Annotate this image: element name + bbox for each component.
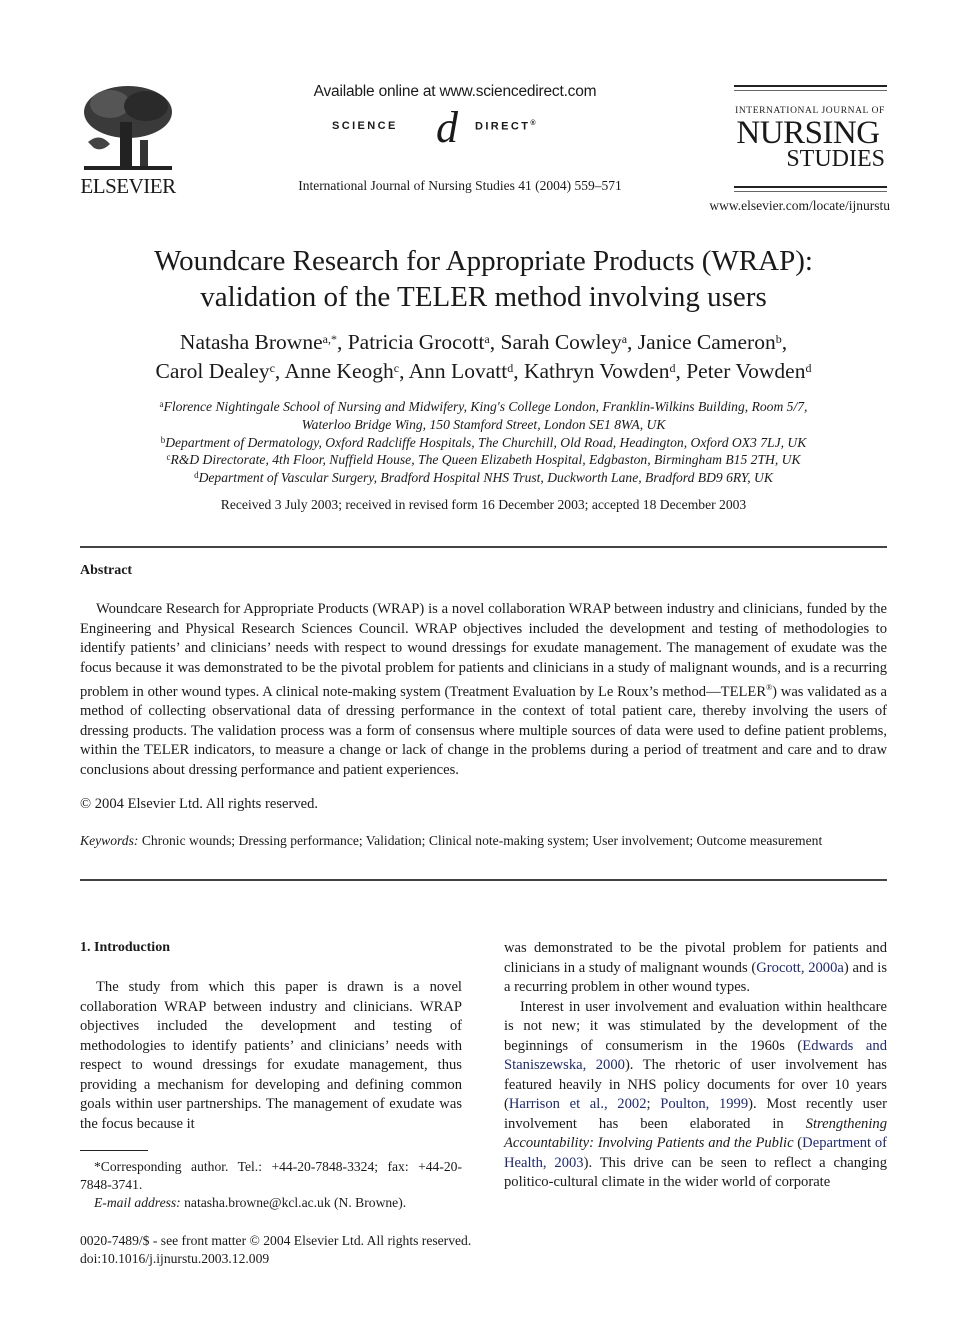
author-affiliation-mark: c <box>393 361 400 375</box>
author-affiliation-mark: c <box>269 361 275 375</box>
elsevier-wordmark: ELSEVIER <box>80 174 176 198</box>
corresponding-author-note: *Corresponding author. Tel.: +44-20-7848-3324; fax: +44-20-7848-3741. <box>80 1159 462 1192</box>
author <box>348 330 490 354</box>
cited-title: Strengthening Accountability: Involving Patients and the Public <box>504 1115 887 1151</box>
abstract-bottom-rule <box>80 879 887 881</box>
paragraph-text: ) and is a recurring problem in other wound types. <box>504 959 887 995</box>
author-name: Kathryn Vowden <box>523 359 670 383</box>
keywords <box>80 832 887 850</box>
footnote <box>80 1158 462 1211</box>
author-line-2: Carol Dealey$^c$, Anne Keogh$^c$, Ann Lovatt$^d$, Kathryn Vowden$^d$, Peter Vowden$^d$ <box>155 359 812 383</box>
author <box>501 330 628 354</box>
author <box>156 359 275 383</box>
author-name: Sarah Cowley <box>500 330 622 354</box>
journal-logo-line2: NURSING <box>736 115 880 151</box>
author-affiliation-mark: b <box>775 332 782 346</box>
paragraph-text: ( <box>793 1135 803 1151</box>
abstract-top-rule <box>80 546 887 548</box>
author <box>524 359 676 383</box>
front-matter <box>80 1232 580 1268</box>
author <box>284 359 399 383</box>
paragraph <box>504 998 887 1193</box>
journal-logo-line1: INTERNATIONAL JOURNAL OF <box>735 106 885 116</box>
paragraph-text: ; <box>646 1096 661 1112</box>
registered-mark: ® <box>766 683 773 692</box>
paragraph-text: ). Most recently user involvement has been elaborated in <box>504 1096 887 1132</box>
paragraph-text: was demonstrated to be the pivotal problem for patients and clinicians in a study of malignant wounds ( <box>504 940 887 976</box>
elsevier-logo <box>80 82 176 197</box>
title-line-2: validation of the TELER method involving users <box>200 281 767 313</box>
title-line-1: Woundcare Research for Appropriate Products (WRAP): <box>154 245 813 277</box>
author-affiliation-mark: a <box>621 332 628 346</box>
affiliation-mark: b <box>160 434 166 445</box>
journal-url[interactable]: www.elsevier.com/locate/ijnurstu <box>709 198 890 213</box>
paragraph: The study from which this paper is drawn is a novel collaboration WRAP between industry and clinicians. WRAP objectives included the development and testing of methodologies to identify patients’ and clinicians’ needs with respect to wound dressings for exudate management, thus providing a mechanism for developing and defining common goals within user partnerships. The management of exudate was the focus because it <box>80 979 462 1132</box>
author-affiliation-mark: a,* <box>322 332 337 346</box>
keywords-list: Chronic wounds; Dressing performance; Validation; Clinical note-making system; User involvement; Outcome measurement <box>141 833 823 848</box>
journal-logo-line3: STUDIES <box>786 146 885 172</box>
affiliations <box>60 398 907 487</box>
affiliation-text: Department of Dermatology, Oxford Radcliffe Hospitals, The Churchill, Old Road, Headington, Oxford OX3 7LJ, UK <box>165 434 807 450</box>
abstract-heading: Abstract <box>80 563 133 578</box>
article-title <box>60 243 907 315</box>
affiliation-mark: c <box>166 452 171 463</box>
affiliation-c <box>60 451 907 469</box>
section-heading-introduction: 1. Introduction <box>80 940 170 955</box>
sciencedirect-left-word: SCIENCE <box>332 120 398 132</box>
email-label: E-mail address: <box>94 1194 181 1210</box>
author <box>638 330 782 354</box>
journal-logo-rule-bottom <box>734 186 887 192</box>
available-online-text: Available online at www.sciencedirect.com <box>313 83 597 100</box>
author-list <box>60 328 907 386</box>
citation-link[interactable]: Grocott, 2000a <box>756 959 844 976</box>
author-name: Patricia Grocott <box>347 330 485 354</box>
affiliation-text: R&D Directorate, 4th Floor, Nuffield House, The Queen Elizabeth Hospital, Edgbaston, Birmingham B15 2TH, UK <box>170 452 801 468</box>
citation-link[interactable]: Department of Health, 2003 <box>504 1135 887 1171</box>
author-name: Ann Lovatt <box>408 359 508 383</box>
author <box>409 359 514 383</box>
citation-link[interactable]: Harrison et al., 2002 <box>508 1096 647 1112</box>
author-name: Natasha Browne <box>179 330 323 354</box>
affiliation-text: Department of Vascular Surgery, Bradford Hospital NHS Trust, Duckworth Lane, Bradford BD9 6RY, UK <box>198 470 773 486</box>
column-right <box>504 939 887 1193</box>
keywords-label: Keywords: <box>80 833 139 848</box>
author-name: Peter Vowden <box>686 359 806 383</box>
abstract-text-2: ) was validated as a method of collecting observational data of dressing performance in the context of total patient care, thereby involving the users of dressing products. The validation process was a form of consensus where multiple sources of data were used to define patient problems, within the TELER indicators, to measure a change or lack of change in the problems during a period of treatment and care and to draw conclusions about dressing performance and patient experiences. <box>80 683 887 778</box>
affiliation-mark: d <box>194 470 199 481</box>
journal-citation: International Journal of Nursing Studies 41 (2004) 559–571 <box>298 178 622 193</box>
column-left <box>80 978 462 1134</box>
affiliation-a-cont: Waterloo Bridge Wing, 150 Stamford Street, London SE1 8WA, UK <box>301 416 666 432</box>
author-name: Carol Dealey <box>155 359 270 383</box>
citation-link[interactable]: Edwards and Staniszewska, 2000 <box>504 1037 887 1073</box>
affiliation-mark: a <box>159 399 164 409</box>
author-affiliation-mark: d <box>805 361 812 375</box>
author <box>686 359 811 383</box>
journal-logo-rule-top <box>734 85 887 91</box>
citation-link[interactable]: Poulton, 1999 <box>660 1096 749 1112</box>
sciencedirect-right-word <box>475 120 538 133</box>
author-affiliation-mark: d <box>507 361 514 375</box>
author <box>180 330 337 354</box>
affiliation-text: Florence Nightingale School of Nursing and Midwifery, King's College London, Franklin-Wilkins Building, Room 5/7, <box>163 399 808 414</box>
author-affiliation-mark: d <box>669 361 676 375</box>
sciencedirect-mark-icon: d <box>436 103 458 152</box>
sciencedirect-right-text: DIRECT <box>475 120 531 133</box>
author-affiliation-mark: a <box>484 332 490 346</box>
author-name: Anne Keogh <box>284 359 394 383</box>
affiliation-d <box>60 469 907 487</box>
paragraph-text: ). This drive can be seen to reflect a changing politico-cultural climate in the wider world of corporate <box>504 1154 887 1190</box>
email-note <box>80 1194 462 1212</box>
footnote-rule <box>80 1150 148 1151</box>
author-name: Janice Cameron <box>637 330 776 354</box>
sciencedirect-logo <box>320 103 590 152</box>
abstract-text-1: Woundcare Research for Appropriate Products (WRAP) is a novel collaboration WRAP between industry and clinicians, funded by the Engineering and Physical Research Sciences Council. WRAP objectives included the development and testing of methodologies to identify patients’ and clinicians’ needs with respect to wound dressings for exudate management. The management of exudate was the focus because it was demonstrated to be the pivotal problem for patients and clinicians in a study of malignant wounds, and is a recurring problem in other wound types. A clinical note-making system (Treatment Evaluation by Le Roux’s method—TELER <box>80 601 887 700</box>
abstract-body <box>80 600 887 780</box>
paragraph <box>504 939 887 998</box>
author-line-1: Natasha Browne$^{a,*}$, Patricia Grocott$^a$, Sarah Cowley$^a$, Janice Cameron$^b$, <box>179 330 788 354</box>
received-dates: Received 3 July 2003; received in revised form 16 December 2003; accepted 18 December 2003 <box>220 497 747 512</box>
registered-mark: ® <box>530 120 538 127</box>
issn-copyright: 0020-7489/$ - see front matter © 2004 Elsevier Ltd. All rights reserved. <box>80 1233 472 1248</box>
paragraph-text: ). The rhetoric of user involvement has featured heavily in NHS policy documents for over 10 years ( <box>504 1057 887 1112</box>
doi[interactable]: doi:10.1016/j.ijnurstu.2003.12.009 <box>80 1250 270 1266</box>
paragraph-text: Interest in user involvement and evaluation within healthcare is not new; it was stimulated by the development of the beginnings of consumerism in the 1960s ( <box>504 998 887 1054</box>
abstract-copyright: © 2004 Elsevier Ltd. All rights reserved. <box>80 796 319 812</box>
affiliation-a <box>60 398 907 416</box>
email-address[interactable]: natasha.browne@kcl.ac.uk (N. Browne). <box>184 1194 407 1210</box>
affiliation-b <box>60 434 907 452</box>
